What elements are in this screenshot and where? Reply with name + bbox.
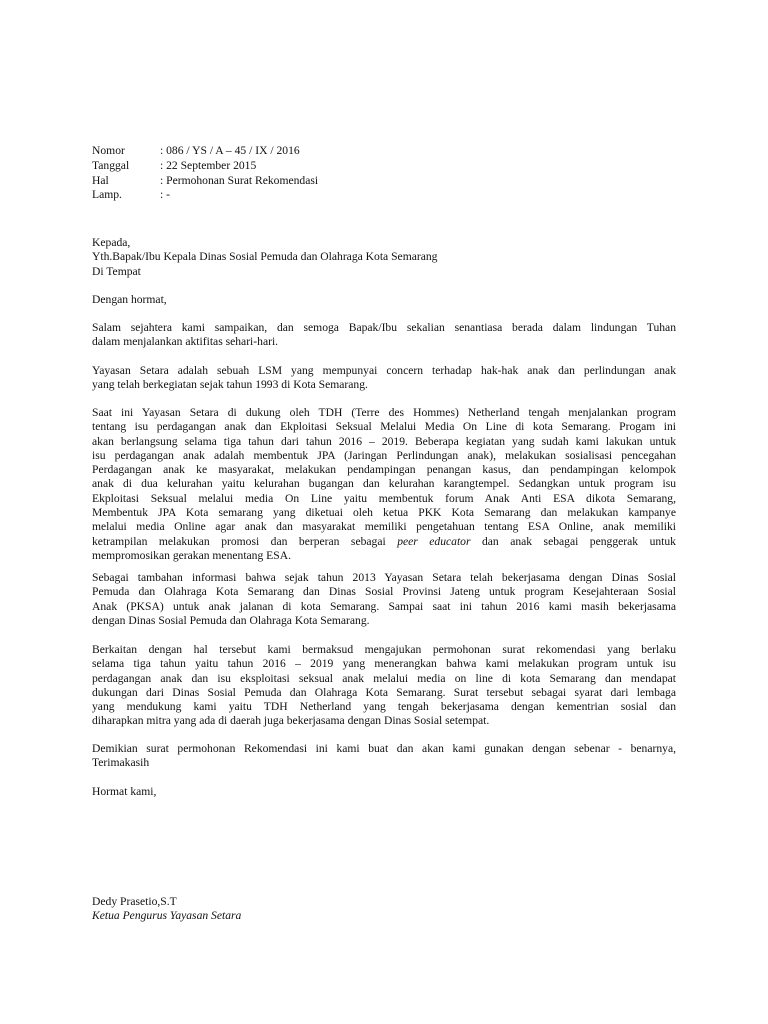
paragraph-line: dalam menjalankan aktifitas sehari-hari. (92, 335, 279, 349)
paragraph-line: tentang isu perdagangan anak dan Ekploitasi Seksual Melalui Media On Line di kota Semarang. Progam ini (92, 420, 676, 434)
paragraph-line: Membentuk JPA Kota semarang yang diketuai oleh ketua PKK Kota Semarang dan melakukan kampanye (92, 506, 676, 520)
field-label: Nomor (92, 144, 125, 157)
field-label: Tanggal (92, 158, 130, 172)
paragraph-line: yang telah berkegiatan sejak tahun 1993 di Kota Semarang. (92, 378, 368, 392)
salutation (92, 293, 676, 307)
paragraph-6 (92, 742, 676, 771)
text-run: ketrampilan melakukan promosi dan berperan sebagai (92, 534, 386, 548)
italic-term: peer educator (397, 534, 471, 548)
closing-text: Hormat kami, (92, 785, 157, 798)
paragraph-line: Demikian surat permohonan Rekomendasi ini kami buat dan akan kami gunakan dengan sebenar - benarnya, (92, 742, 676, 755)
field-label: Lamp. (92, 188, 122, 202)
field-lamp (92, 188, 318, 203)
recipient-line: Yth.Bapak/Ibu Kepala Dinas Sosial Pemuda dan Olahraga Kota Semarang (92, 250, 438, 264)
paragraph-3 (92, 406, 676, 563)
signer-name: Dedy Prasetio,S.T (92, 895, 177, 908)
paragraph-line: Sebagai tambahan informasi bahwa sejak tahun 2013 Yayasan Setara telah bekerjasama dengan Dinas Sosial (92, 571, 676, 584)
paragraph-line: Berkaitan dengan hal tersebut kami bermaksud mengajukan permohonan surat rekomendasi yang berlaku (92, 643, 676, 656)
paragraph-4 (92, 571, 676, 628)
recipient-line: Di Tempat (92, 264, 141, 278)
paragraph-line: anak di dua kelurahan yaitu kelurahan bugangan dan kelurahan karangtempel. Sedangkan untuk program isu (92, 477, 676, 491)
paragraph-line: mempromosikan gerakan menentang ESA. (92, 548, 291, 562)
paragraph-line: Saat ini Yayasan Setara di dukung oleh TDH (Terre des Hommes) Netherland tengah menjalankan program (92, 406, 676, 419)
salutation-text: Dengan hormat, (92, 293, 167, 306)
field-value: : - (160, 188, 170, 202)
field-label: Hal (92, 173, 109, 187)
field-tanggal (92, 159, 318, 174)
paragraph-line: Terimakasih (92, 756, 150, 770)
signature-block (92, 895, 676, 924)
letter-header (92, 144, 318, 203)
paragraph-line: Pemuda dan Olahraga Kota Semarang dan Dinas Sosial Provinsi Jateng untuk program Kesejahteraan Sosial (92, 585, 676, 599)
recipient-line: Kepada, (92, 236, 131, 249)
paragraph-line: perdagangan anak dan isu eksploitasi seksual anak melalui media on line di kota Semarang dan mendapat (92, 671, 676, 685)
text-run: dan anak sebagai penggerak untuk (481, 534, 676, 548)
paragraph-5 (92, 643, 676, 729)
paragraph-line: Salam sejahtera kami sampaikan, dan semoga Bapak/Ibu sekalian senantiasa berada dalam lindungan Tuhan (92, 321, 676, 334)
paragraph-2 (92, 364, 676, 393)
paragraph-line: isu perdagangan anak adalah membentuk JPA (Jaringan Perlindungan anak), melakukan sosialisasi pencegahan (92, 448, 676, 462)
paragraph-line: melalui media Online agar anak dan masyarakat memiliki pengetahuan tentang ESA Online, anak memiliki (92, 520, 676, 534)
paragraph-line: dukungan dari Dinas Sosial Pemuda dan Olahraga Kota Semarang. Surat tersebut sebagai syarat dari lembaga (92, 685, 676, 699)
recipient-block (92, 236, 676, 279)
paragraph-line: Ekploitasi Seksual melalui media On Line yaitu membentuk forum Anak Anti ESA dikota Semarang, (92, 491, 676, 505)
paragraph-line (92, 535, 676, 549)
paragraph-1 (92, 321, 676, 350)
paragraph-line: Perdagangan anak ke masyarakat, melakukan pendampingan penangan kasus, dan pendampingan kelompok (92, 463, 676, 477)
closing (92, 785, 676, 799)
paragraph-line: dengan Dinas Sosial Pemuda dan Olahraga Kota Semarang. (92, 613, 370, 627)
paragraph-line: akan berlangsung selama tiga tahun dari tahun 2016 – 2019. Beberapa kegiatan yang sudah kami lakukan untuk (92, 434, 676, 448)
signer-title: Ketua Pengurus Yayasan Setara (92, 909, 242, 923)
paragraph-line: Yayasan Setara adalah sebuah LSM yang mempunyai concern terhadap hak-hak anak dan perlindungan anak (92, 364, 676, 377)
paragraph-line: Anak (PKSA) untuk anak jalanan di kota Semarang. Sampai saat ini tahun 2016 kami masih bekerjasama (92, 599, 676, 613)
paragraph-line: yang mendukung kami yaitu TDH Netherland yang tengah bekerjasama dengan kementrian sosial dan (92, 700, 676, 714)
paragraph-line: selama tiga tahun yaitu tahun 2016 – 2019 yang menerangkan bahwa kami melakukan program untuk isu (92, 657, 676, 671)
paragraph-line: diharapkan mitra yang ada di daerah juga bekerjasama dengan Dinas Sosial setempat. (92, 714, 490, 728)
field-value: : 22 September 2015 (160, 158, 257, 172)
field-hal (92, 174, 318, 189)
field-nomor (92, 144, 318, 159)
field-value: : 086 / YS / A – 45 / IX / 2016 (160, 144, 300, 157)
field-value: : Permohonan Surat Rekomendasi (160, 173, 319, 187)
